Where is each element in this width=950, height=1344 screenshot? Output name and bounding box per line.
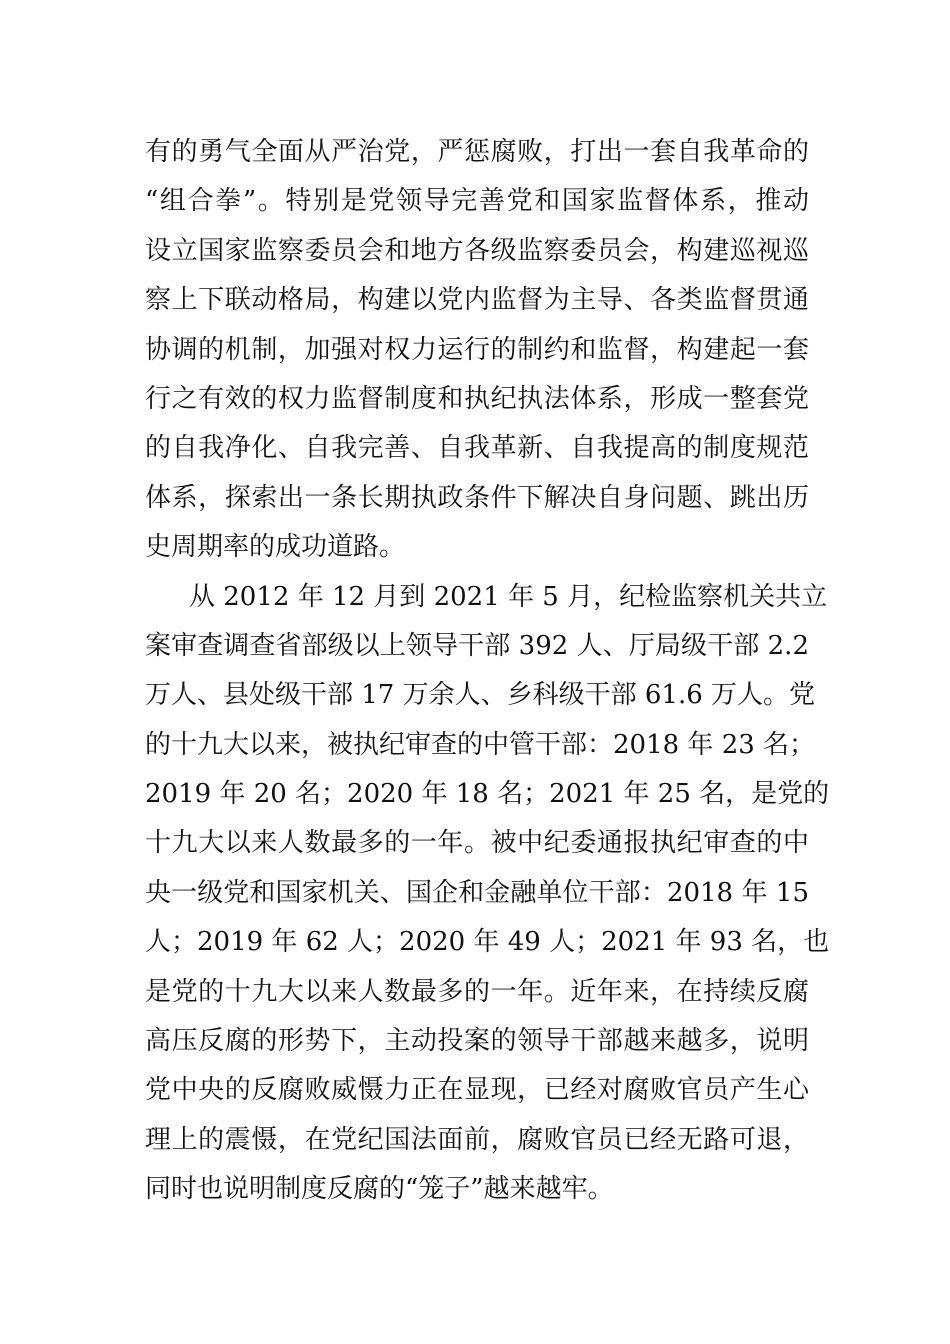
text-line: 党中央的反腐败威慑力正在显现，已经对腐败官员产生心	[145, 1075, 809, 1106]
paragraph-1	[145, 128, 809, 573]
text-line: 察上下联动格局，构建以党内监督为主导、各类监督贯通	[145, 285, 809, 316]
text-line: 的自我净化、自我完善、自我革新、自我提高的制度规范	[145, 433, 809, 464]
text-line: 协调的机制，加强对权力运行的制约和监督，构建起一套	[145, 334, 809, 365]
text-line: 行之有效的权力监督制度和执纪执法体系，形成一整套党	[145, 383, 809, 414]
text-line: 央一级党和国家机关、国企和金融单位干部：2018 年 15	[145, 877, 809, 908]
text-line: 设立国家监察委员会和地方各级监察委员会，构建巡视巡	[145, 235, 809, 266]
text-line: 高压反腐的形势下，主动投案的领导干部越来越多，说明	[145, 1026, 809, 1057]
text-line: 万人、县处级干部 17 万余人、乡科级干部 61.6 万人。党	[145, 680, 816, 711]
text-line: 同时也说明制度反腐的“笼子”越来越牢。	[145, 1174, 614, 1205]
text-line: 从 2012 年 12 月到 2021 年 5 月，纪检监察机关共立	[189, 581, 828, 612]
text-line: 体系，探索出一条长期执政条件下解决自身问题、跳出历	[145, 482, 809, 513]
paragraph-2	[145, 573, 830, 1215]
text-line: 案审查调查省部级以上领导干部 392 人、厅局级干部 2.2	[145, 630, 809, 661]
text-line: 2019 年 20 名；2020 年 18 名；2021 年 25 名，是党的	[145, 779, 830, 810]
text-line: 是党的十九大以来人数最多的一年。近年来，在持续反腐	[145, 976, 809, 1007]
document-body	[145, 128, 830, 1215]
text-line: 十九大以来人数最多的一年。被中纪委通报执纪审查的中	[145, 828, 809, 859]
text-line: 理上的震慑，在党纪国法面前，腐败官员已经无路可退，	[145, 1124, 809, 1155]
text-line: 人；2019 年 62 人；2020 年 49 人；2021 年 93 名，也	[145, 927, 830, 958]
text-line: 史周期率的成功道路。	[145, 532, 406, 563]
text-line: “组合拳”。特别是党领导完善党和国家监督体系，推动	[145, 186, 809, 217]
text-line: 有的勇气全面从严治党，严惩腐败，打出一套自我革命的	[145, 137, 809, 167]
text-line: 的十九大以来，被执纪审查的中管干部：2018 年 23 名；	[145, 729, 816, 760]
